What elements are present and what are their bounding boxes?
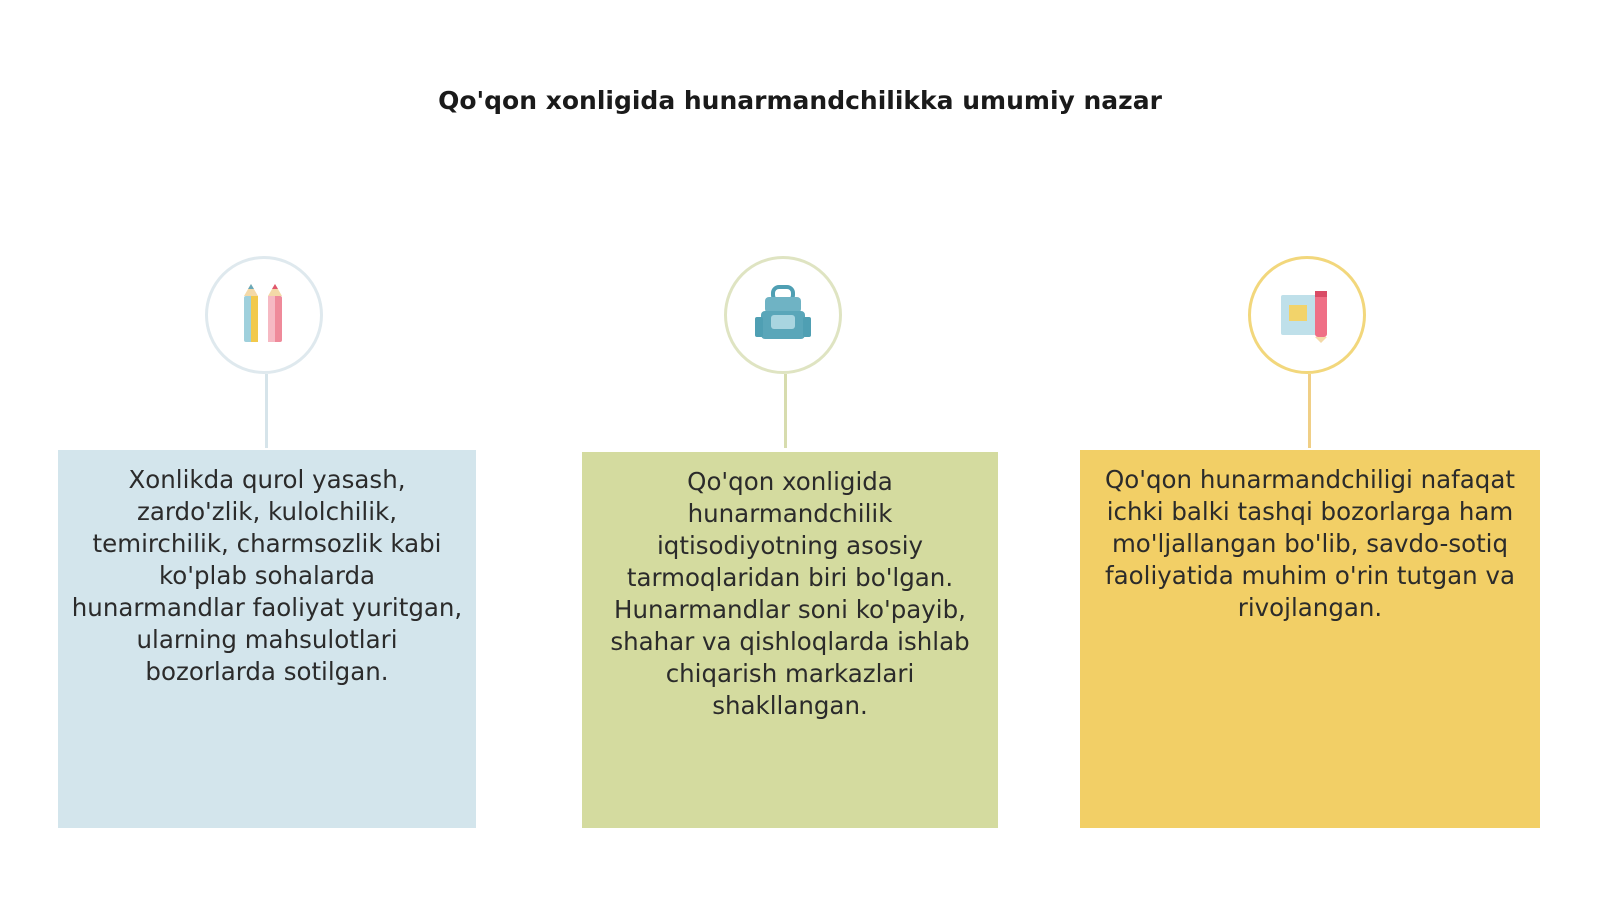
info-card-1 — [58, 450, 476, 828]
icon-circle-2 — [724, 256, 842, 374]
connector-line-3 — [1308, 374, 1311, 448]
icon-circle-1 — [205, 256, 323, 374]
backpack-icon — [751, 281, 815, 349]
info-card-text-3: Qo'qon hunarmandchiligi nafaqat ichki balki tashqi bozorlarga ham mo'ljallangan bo'lib, savdo-sotiq faoliyatida muhim o'rin tutgan va rivojlangan. — [1105, 465, 1515, 622]
info-card-text-1: Xonlikda qurol yasash, zardo'zlik, kulolchilik, temirchilik, charmsozlik kabi ko'plab sohalarda hunarmandlar faoliyat yuritgan, ularning mahsulotlari bozorlarda sotilgan. — [71, 465, 463, 686]
pencils-icon — [234, 278, 294, 352]
icon-circle-3 — [1248, 256, 1366, 374]
slide-title: Qo'qon xonligida hunarmandchilikka umumiy nazar — [438, 86, 1162, 115]
info-card-3 — [1080, 450, 1540, 828]
info-card-text-2: Qo'qon xonligida hunarmandchilik iqtisodiyotning asosiy tarmoqlaridan biri bo'lgan. Hunarmandlar soni ko'payib, shahar va qishloqlarda ishlab chiqarish markazlari shakllangan. — [610, 467, 970, 720]
info-card-2 — [582, 452, 998, 828]
connector-line-2 — [784, 374, 787, 448]
paper-and-pencil-icon — [1275, 281, 1339, 349]
connector-line-1 — [265, 374, 268, 448]
